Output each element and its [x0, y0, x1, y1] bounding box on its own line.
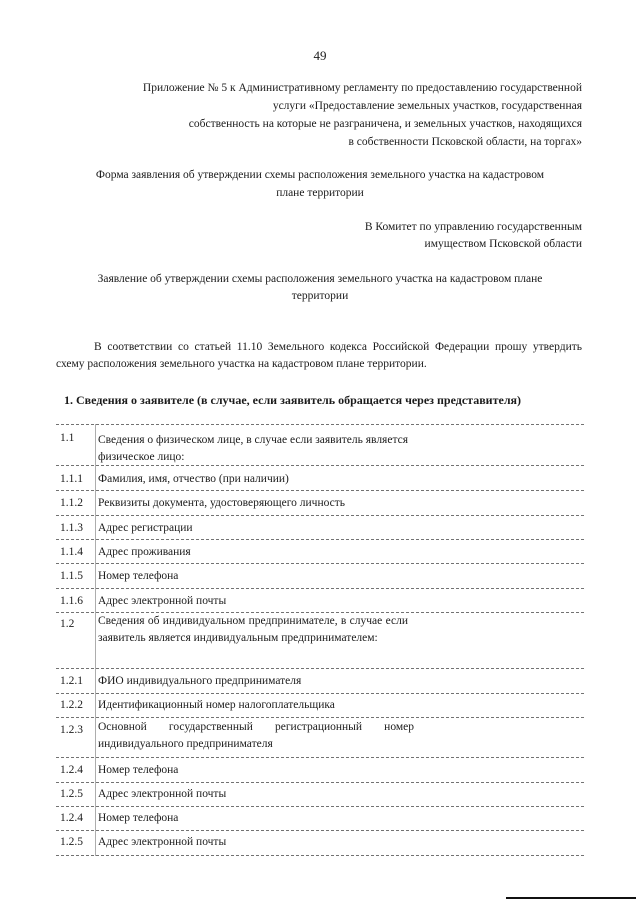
row-rule: [56, 563, 584, 564]
row-rule: [56, 782, 584, 783]
annex-line-1: Приложение № 5 к Административному регламенту по предоставлению государственной: [142, 82, 582, 94]
row-rule: [56, 490, 584, 491]
row-rule: [56, 424, 584, 425]
row-label: Адрес проживания: [98, 546, 191, 558]
row-number: 1.1: [60, 432, 75, 444]
row-rule: [56, 668, 584, 669]
row-rule: [56, 717, 584, 718]
row-label: Адрес электронной почты: [98, 836, 227, 848]
application-title-line-2: территории: [291, 290, 349, 302]
row-number: 1.2.5: [60, 836, 83, 848]
row-number: 1.2.2: [60, 699, 83, 711]
row-number: 1.2.4: [60, 764, 83, 776]
table-divider: [95, 424, 96, 856]
row-number: 1.1.1: [60, 473, 83, 485]
row-label: Номер телефона: [98, 570, 179, 582]
row-rule: [56, 757, 584, 758]
row-number: 1.2.5: [60, 788, 83, 800]
row-label: Адрес регистрации: [98, 522, 193, 534]
row-label: Реквизиты документа, удостоверяющего личность: [98, 497, 346, 509]
row-label: Номер телефона: [98, 812, 179, 824]
scan-edge-mark: [506, 897, 636, 899]
row-number: 1.2.4: [60, 812, 83, 824]
row-number: 1.1.5: [60, 570, 83, 582]
row-number: 1.1.3: [60, 522, 83, 534]
row-label: ФИО индивидуального предпринимателя: [98, 675, 302, 687]
page-number: 49: [313, 48, 327, 63]
form-title-line-1: Форма заявления об утверждении схемы расположения земельного участка на кадастровом: [95, 169, 545, 181]
row-rule: [56, 588, 584, 589]
row-rule: [56, 855, 584, 856]
addressee-line-2: имуществом Псковской области: [424, 238, 582, 250]
row-rule: [56, 693, 584, 694]
row-label: Фамилия, имя, отчество (при наличии): [98, 473, 289, 485]
section-heading: 1. Сведения о заявителе (в случае, если заявитель обращается через представителя): [64, 393, 522, 407]
row-label: Сведения об индивидуальном предпринимателе, в случае если заявитель является индивидуальным предпринимателем:: [98, 615, 408, 644]
application-title-line-1: Заявление об утверждении схемы расположения земельного участка на кадастровом плане: [97, 273, 543, 285]
row-rule: [56, 539, 584, 540]
annex-line-4: в собственности Псковской области, на торгах»: [348, 136, 582, 148]
row-rule: [56, 806, 584, 807]
row-label: Основной государственный регистрационный номер индивидуального предпринимателя: [98, 721, 414, 750]
row-number: 1.2.1: [60, 675, 83, 687]
annex-line-3: собственность на которые не разграничена, и земельных участков, находящихся: [188, 118, 582, 130]
row-rule: [56, 515, 584, 516]
addressee-line-1: В Комитет по управлению государственным: [364, 221, 582, 233]
row-number: 1.1.6: [60, 595, 83, 607]
row-label: Идентификационный номер налогоплательщика: [98, 699, 335, 711]
form-title-line-2: плане территории: [276, 187, 364, 199]
row-rule: [56, 830, 584, 831]
row-label: Номер телефона: [98, 764, 179, 776]
row-number: 1.1.2: [60, 497, 83, 509]
row-label: Адрес электронной почты: [98, 788, 227, 800]
row-number: 1.2: [60, 618, 75, 630]
row-number: 1.1.4: [60, 546, 83, 558]
row-rule: [56, 465, 584, 466]
row-label: Адрес электронной почты: [98, 595, 227, 607]
row-number: 1.2.3: [60, 724, 83, 736]
intro-paragraph: В соответствии со статьей 11.10 Земельного кодекса Российской Федерации прошу утвердить схему расположения земельного участка на кадастровом плане территории.: [56, 341, 582, 370]
annex-line-2: услуги «Предоставление земельных участков, государственная: [272, 100, 582, 112]
row-label: Сведения о физическом лице, в случае если заявитель является физическое лицо:: [98, 434, 409, 463]
